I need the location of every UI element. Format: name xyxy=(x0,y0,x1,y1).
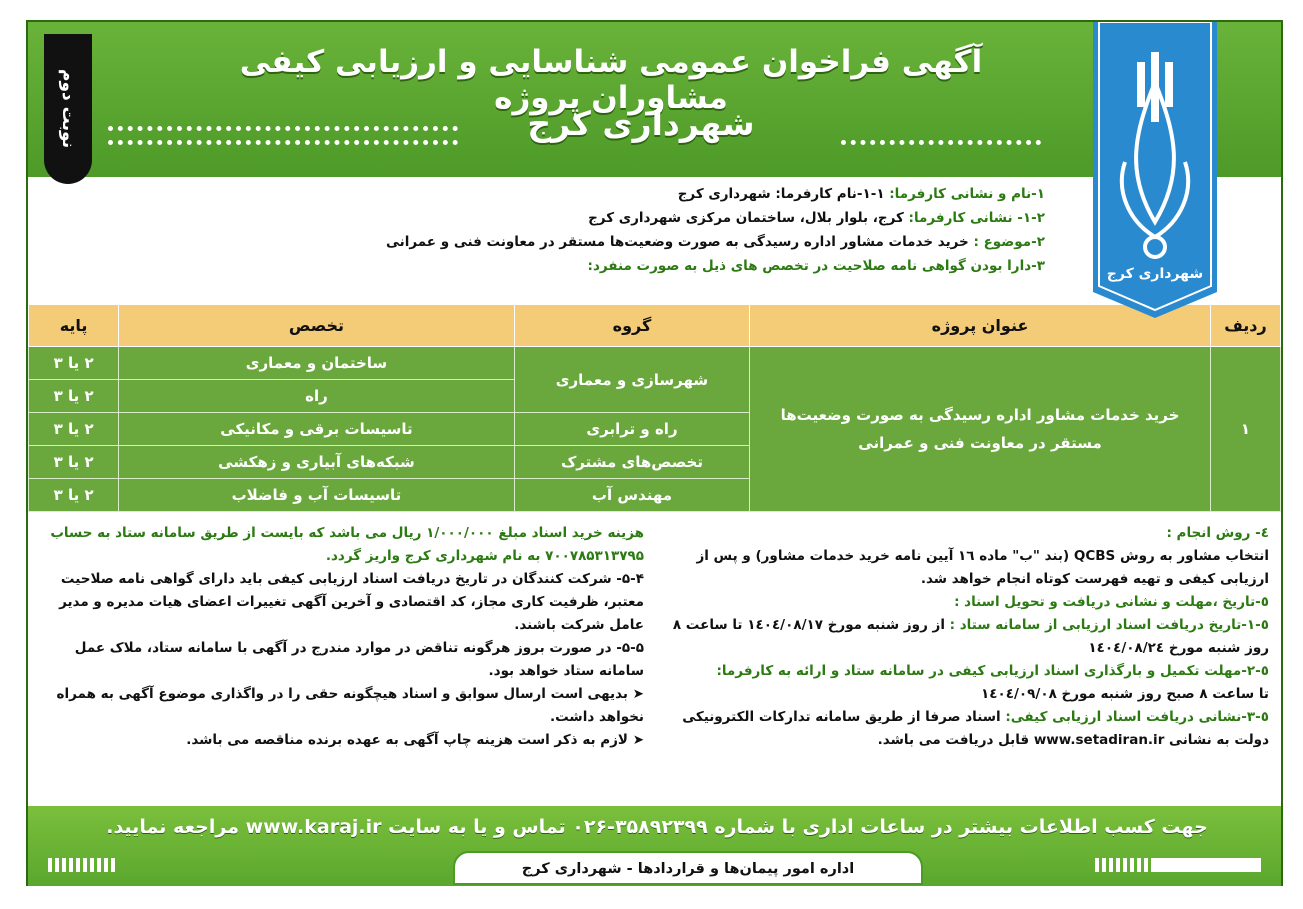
emblem-caption: شهرداری کرج xyxy=(1106,266,1204,282)
row-number-cell: ۱ xyxy=(1210,347,1280,512)
receive-docs-value: از روز شنبه مورخ ١٤٠٤/٠٨/١٧ تا ساعت ۸ روز شنبه مورخ ١٤٠٤/٠٨/٢٤ xyxy=(672,617,1269,656)
employer-address-line xyxy=(185,206,1045,230)
specialty-cell: شبکه‌های آبیاری و زهکشی xyxy=(119,446,515,479)
employer-name-label: ۱-نام و نشانی کارفرما: xyxy=(884,186,1045,202)
details-left-column xyxy=(44,522,644,752)
header-project-title: عنوان پروژه xyxy=(750,305,1211,347)
specialties-table xyxy=(28,304,1281,512)
subject-line xyxy=(185,230,1045,254)
document-fee-text: هزینه خرید اسناد مبلغ ۱/۰۰۰/۰۰۰ ریال می باشد که بایست از طریق سامانه ستاد به حساب ۷۰۰۷۸۵۳۱۳۷۹۵ به نام شهرداری کرج واریز گردد. xyxy=(50,525,644,564)
group-cell: راه و ترابری xyxy=(514,413,749,446)
base-cell: ۲ یا ۳ xyxy=(29,446,119,479)
qualification-label: ۳-دارا بودن گواهی نامه صلاحیت در تخصص های ذیل به صورت منفرد: xyxy=(587,258,1045,274)
docs-address-line xyxy=(659,706,1269,752)
base-cell: ۲ یا ۳ xyxy=(29,380,119,413)
decorative-bars-left xyxy=(48,858,115,872)
title-line-1: آگهی فراخوان عمومی شناسایی و ارزیابی کیفی مشاوران پروژه xyxy=(239,44,983,116)
note-no-rights-text: ➤ بدیهی است ارسال سوابق و اسناد هیچگونه حقی را در واگذاری موضوع آگهی به همراه نخواهد داشت. xyxy=(56,686,644,725)
dotted-divider-right xyxy=(841,140,1041,145)
method-title: ٤- روش انجام : xyxy=(1166,525,1269,541)
header-row-number: ردیف xyxy=(1210,305,1280,347)
details-section xyxy=(28,516,1281,806)
advertisement-frame xyxy=(26,20,1283,886)
docs-address-value: اسناد صرفا از طریق سامانه تدارکات الکترونیکی دولت به نشانی www.setadiran.ir قابل دریافت می باشد. xyxy=(682,709,1269,748)
employer-address-label: ۱-۲- نشانی کارفرما: xyxy=(903,210,1045,226)
footer xyxy=(28,806,1281,886)
schedule-title: ٥-تاریخ ،مهلت و نشانی دریافت و تحویل اسناد : xyxy=(954,594,1269,610)
specialty-cell: ساختمان و معماری xyxy=(119,347,515,380)
base-cell: ۲ یا ۳ xyxy=(29,413,119,446)
employer-name-line xyxy=(185,182,1045,206)
specialty-cell: تاسیسات برقی و مکانیکی xyxy=(119,413,515,446)
subject-label: ۲-موضوع : xyxy=(968,234,1045,250)
details-right-column xyxy=(659,522,1269,752)
docs-address-label: ٥-٣-نشانی دریافت اسناد ارزیابی کیفی: xyxy=(1000,709,1269,725)
intro-section xyxy=(185,182,1045,278)
header-group: گروه xyxy=(514,305,749,347)
upload-deadline-value: تا ساعت ۸ صبح روز شنبه مورخ ١٤٠٤/٠٩/٠٨ xyxy=(981,686,1269,702)
specialty-cell: راه xyxy=(119,380,515,413)
karaj-municipality-emblem xyxy=(1085,22,1225,322)
round-badge xyxy=(44,34,92,184)
project-title-cell: خرید خدمات مشاور اداره رسیدگی به صورت وضعیت‌ها مستقر در معاونت فنی و عمرانی xyxy=(750,347,1211,512)
group-cell: مهندس آب xyxy=(514,479,749,512)
qualification-line xyxy=(185,254,1045,278)
method-text: انتخاب مشاور به روش QCBS (بند "ب" ماده ١٦ آیین نامه خرید خدمات مشاور) و پس از ارزیابی کیفی و تهیه فهرست کوتاه انجام خواهد شد. xyxy=(696,548,1269,587)
participants-requirement-text: ۵-۴- شرکت کنندگان در تاریخ دریافت اسناد ارزیابی کیفی باید دارای گواهی نامه صلاحیت معتبر، ظرفیت کاری مجاز، کد اقتصادی و آخرین آگهی تغییرات اعضای هیات مدیره و مدیر عامل شرکت باشند. xyxy=(59,571,644,633)
title-line-2: شهرداری کرج xyxy=(527,104,755,143)
subject-value: خرید خدمات مشاور اداره رسیدگی به صورت وضعیت‌ها مستقر در معاونت فنی و عمرانی xyxy=(386,234,969,250)
contact-info-text: جهت کسب اطلاعات بیشتر در ساعات اداری با شماره ۳۵۸۹۲۳۹۹-۰۲۶ تماس و یا به سایت www.karaj.ir مراجعه نمایید. xyxy=(106,816,1208,838)
specialty-cell: تاسیسات آب و فاضلاب xyxy=(119,479,515,512)
base-cell: ۲ یا ۳ xyxy=(29,479,119,512)
table-row xyxy=(29,347,1281,380)
upload-deadline-title: ٥-٢-مهلت تکمیل و بارگذاری اسناد ارزیابی کیفی در سامانه ستاد و ارائه به کارفرما: xyxy=(716,663,1269,679)
contradiction-rule-text: ۵-۵- در صورت بروز هرگونه تناقض در موارد مندرج در آگهی با سامانه ستاد، ملاک عمل سامانه ستاد خواهد بود. xyxy=(74,640,644,679)
note-print-cost-text: ➤ لازم به ذکر است هزینه چاپ آگهی به عهده برنده مناقصه می باشد. xyxy=(186,732,644,748)
receive-docs-line xyxy=(659,614,1269,660)
header-specialty: تخصص xyxy=(119,305,515,347)
issuing-office-label: اداره امور پیمان‌ها و قراردادها - شهرداری کرج xyxy=(453,851,923,885)
decorative-bars-right xyxy=(1095,858,1261,872)
employer-name-value: ۱-۱-نام کارفرما: شهرداری کرج xyxy=(677,186,885,202)
group-cell: تخصص‌های مشترک xyxy=(514,446,749,479)
dotted-divider-left-2 xyxy=(108,126,458,131)
base-cell: ۲ یا ۳ xyxy=(29,347,119,380)
receive-docs-label: ٥-١-تاریخ دریافت اسناد ارزیابی از سامانه ستاد : xyxy=(944,617,1269,633)
round-label: نوبت دوم xyxy=(58,69,78,149)
group-cell: شهرسازی و معماری xyxy=(514,347,749,413)
employer-address-value: کرج، بلوار بلال، ساختمان مرکزی شهرداری کرج xyxy=(588,210,904,226)
header-base: پایه xyxy=(29,305,119,347)
dotted-divider-left xyxy=(108,140,458,145)
